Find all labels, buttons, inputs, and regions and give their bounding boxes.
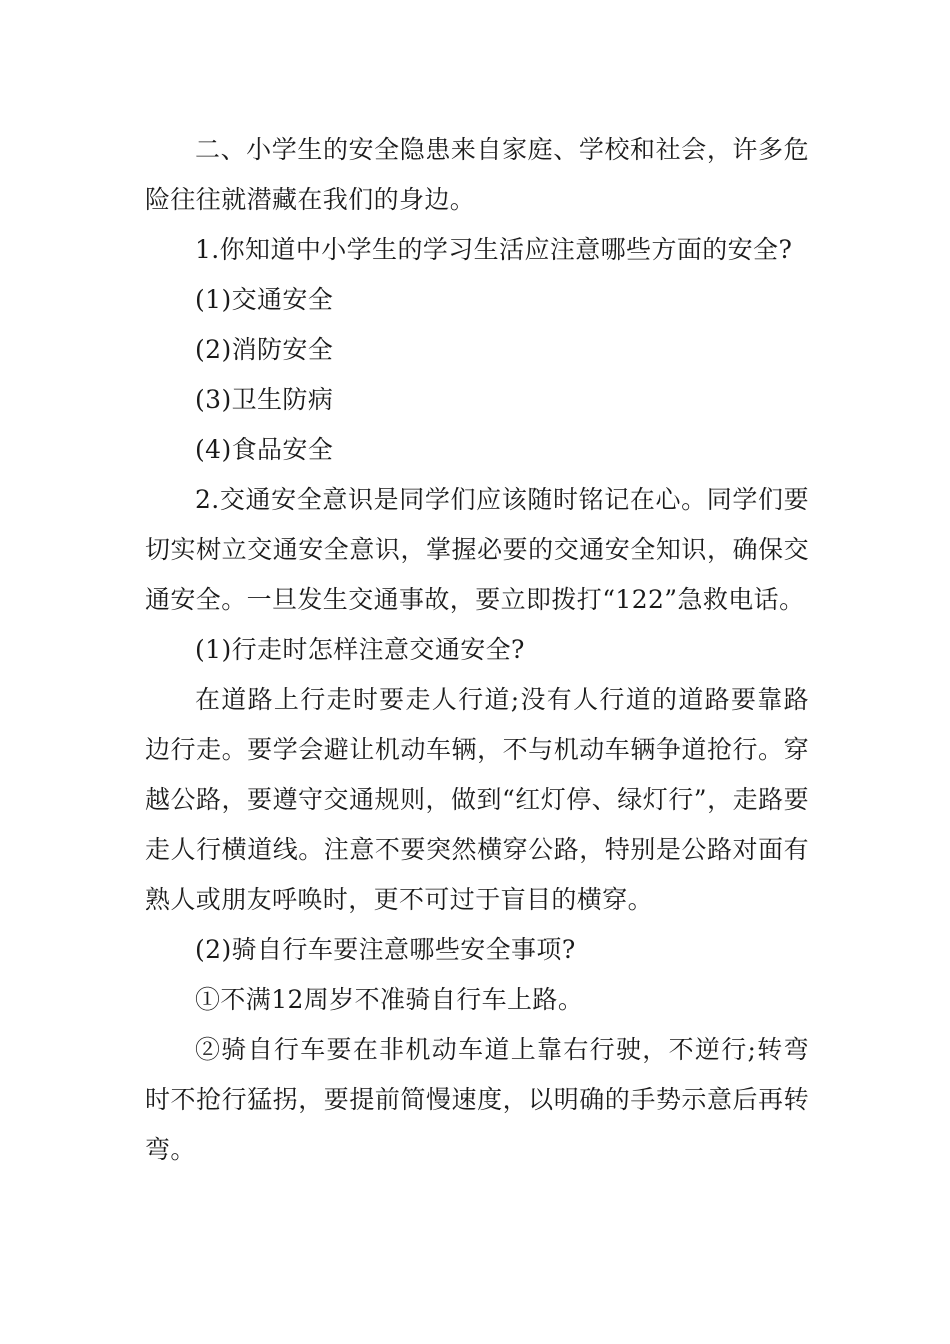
list-item-fire-safety: (2)消防安全	[195, 335, 334, 364]
document-body	[145, 125, 809, 1175]
list-item-traffic-safety: (1)交通安全	[195, 285, 334, 314]
rule-cycling-lane: ②骑自行车要在非机动车道上靠右行驶，不逆行;转弯时不抢行猛拐，要提前简慢速度，以明确的手势示意后再转弯。	[145, 1035, 809, 1164]
question-cycling-safety: (2)骑自行车要注意哪些安全事项?	[195, 935, 576, 964]
rule-cycling-age: ①不满12周岁不准骑自行车上路。	[195, 985, 584, 1014]
paragraph-traffic-awareness: 2.交通安全意识是同学们应该随时铭记在心。同学们要切实树立交通安全意识，掌握必要的交通安全知识，确保交通安全。一旦发生交通事故，要立即拨打“122”急救电话。	[145, 485, 809, 614]
section-heading-hazards: 二、小学生的安全隐患来自家庭、学校和社会，许多危险往往就潜藏在我们的身边。	[145, 135, 809, 214]
question-walking-safety: (1)行走时怎样注意交通安全?	[195, 635, 525, 664]
list-item-food-safety: (4)食品安全	[195, 435, 334, 464]
question-1: 1.你知道中小学生的学习生活应注意哪些方面的安全?	[195, 235, 793, 264]
list-item-hygiene: (3)卫生防病	[195, 385, 334, 414]
paragraph-walking-rules: 在道路上行走时要走人行道;没有人行道的道路要靠路边行走。要学会避让机动车辆，不与机动车辆争道抢行。穿越公路，要遵守交通规则，做到“红灯停、绿灯行”，走路要走人行横道线。注意不要突然横穿公路，特别是公路对面有熟人或朋友呼唤时，更不可过于盲目的横穿。	[145, 685, 809, 914]
